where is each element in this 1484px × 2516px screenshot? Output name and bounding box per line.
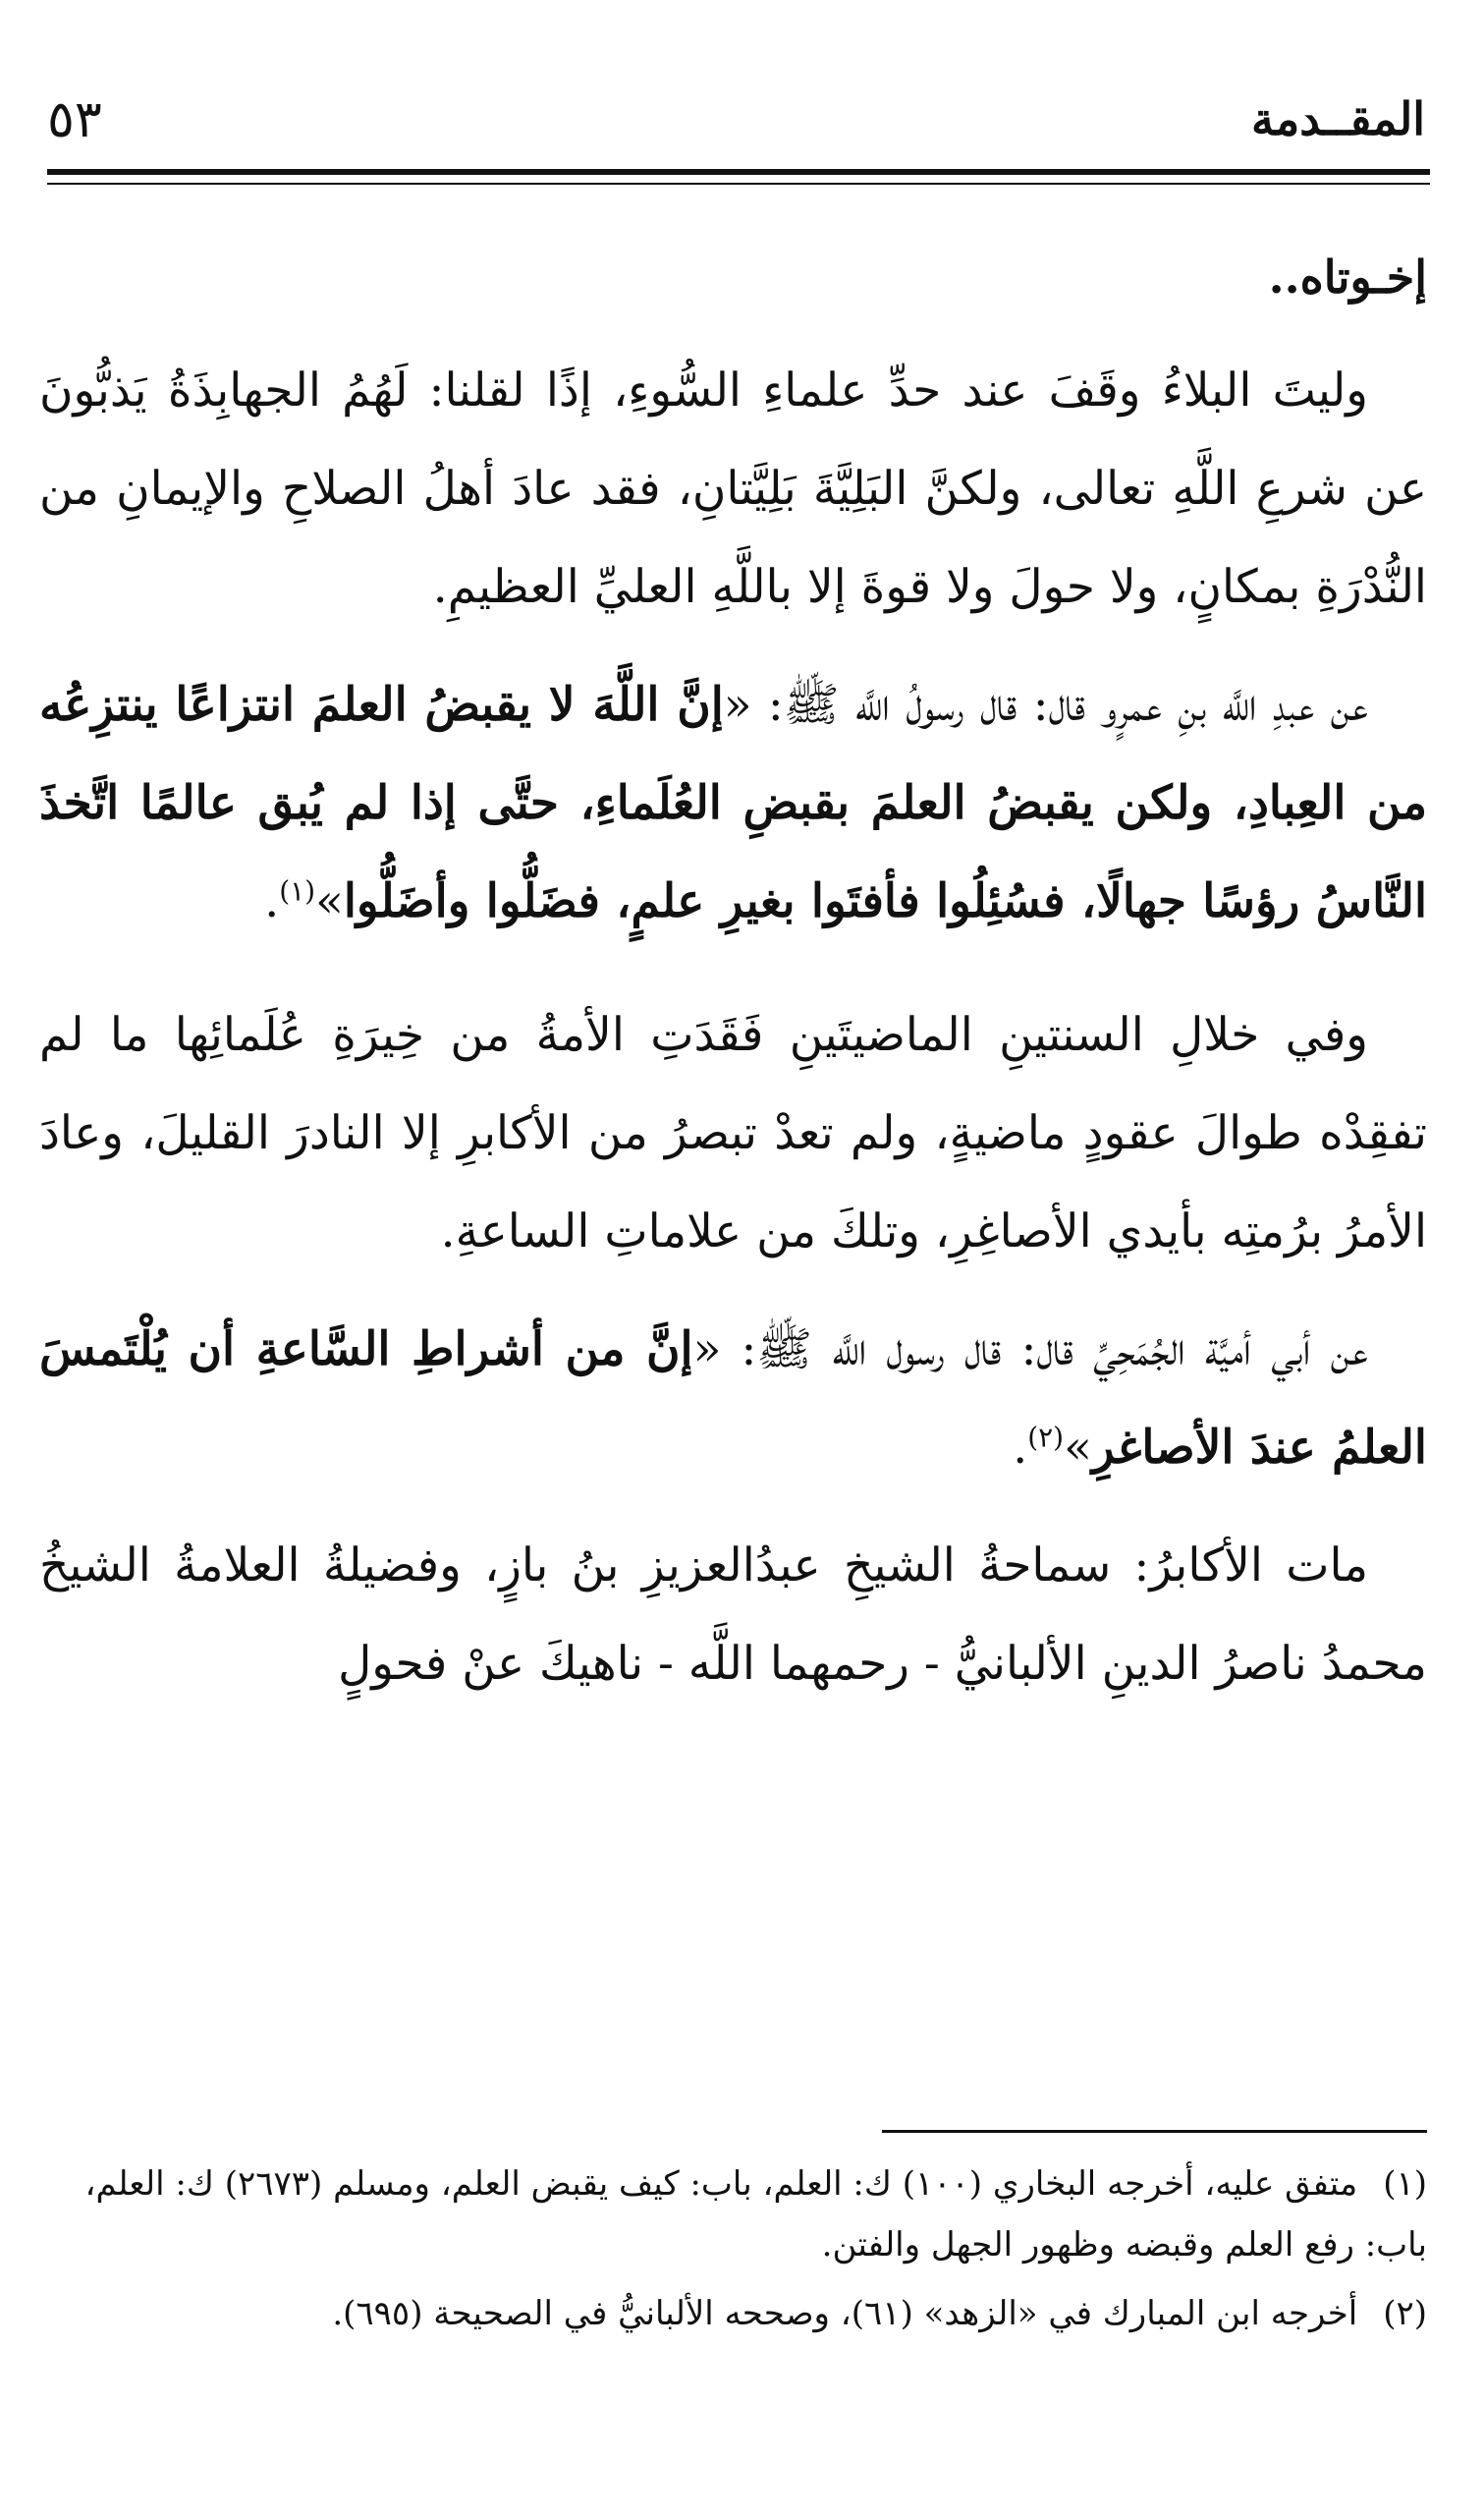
hadith-intro: عن أبي أميَّة الجُمَحِيِّ قال: قال رسول اللَّه ﷺ: « <box>692 1322 1368 1377</box>
section-heading: إخـوتاه.. <box>1268 251 1427 304</box>
paragraph-3: وفي خلالِ السنتينِ الماضيتَينِ فَقَدَتِ الأمةُ من خِيرَةِ عُلَمائِها ما لم تفقِدْه طوالَ عقودٍ ماضيةٍ، ولم تعدْ تبصرُ من الأكابرِ إلا النادرَ القليلَ، وعادَ الأمرُ برُمتِه بأيدي الأصاغِرِ، وتلكَ من علاماتِ الساعةِ. <box>39 1008 1427 1259</box>
footnote-text: أخرجه ابن المبارك في «الزهد» (٦١)، وصححه الألبانيُّ في الصحيحة (٦٩٥). <box>332 2294 1358 2333</box>
footnote-1 <box>39 2153 1427 2275</box>
footnote-number: (١) <box>1383 2164 1427 2204</box>
footnotes <box>39 2153 1427 2352</box>
footnote-number: (٢) <box>1383 2294 1427 2333</box>
hadith-end: . <box>1013 1421 1028 1476</box>
paragraph-4-hadith <box>39 1301 1427 1497</box>
hadith-end: . <box>264 874 280 929</box>
header-rule-thin <box>47 183 1430 185</box>
header-rule-thick <box>47 169 1430 175</box>
hadith-close-quote: » <box>1064 1421 1092 1476</box>
paragraph-2-hadith <box>39 656 1427 951</box>
footnote-2 <box>39 2283 1427 2344</box>
footnote-ref-2: (٢) <box>1027 1421 1065 1454</box>
page-number: ٥٣ <box>47 90 102 149</box>
hadith-text: إنَّ اللَّهَ لا يقبضُ العلمَ انتزاعًا ينتزِعُه من العِبادِ، ولكن يقبضُ العلمَ بقبضِ العُلَماءِ، حتَّى إذا لم يُبق عالمًا اتَّخذَ النَّاسُ رؤسًا جهالًا، فسُئِلُوا فأفتَوا بغيرِ علمٍ، فضَلُّوا وأضَلُّوا <box>39 678 1427 929</box>
hadith-text: إنَّ من أشراطِ السَّاعةِ أن يُلْتَمسَ العلمُ عندَ الأصاغرِ <box>39 1322 1427 1476</box>
hadith-close-quote: » <box>315 874 344 929</box>
paragraph-1: وليتَ البلاءُ وقَفَ عند حدِّ علماءِ السُّوءِ، إذًا لقلنا: لَهُمُ الجهابِذَةُ يَذبُّونَ عن شرعِ اللَّهِ تعالى، ولكنَّ البَلِيَّةَ بَلِيَّتانِ، فقد عادَ أهلُ الصلاحِ والإيمانِ من النُّدْرَةِ بمكانٍ، ولا حولَ ولا قوةَ إلا باللَّهِ العليِّ العظيمِ. <box>39 363 1427 615</box>
spacer <box>39 971 1427 986</box>
hadith-intro: عن عبدِ اللَّه بنِ عمرٍو قال: قال رسولُ اللَّه ﷺ: « <box>723 678 1368 733</box>
footnote-text: متفق عليه، أخرجه البخاري (١٠٠) ك: العلم، باب: كيف يقبض العلم، ومسلم (٢٦٧٣) ك: العلم، باب: رفع العلم وقبضه وظهور الجهل والفتن. <box>84 2164 1427 2264</box>
paragraph-5: مات الأكابرُ: سماحةُ الشيخِ عبدُالعزيزِ بنُ بازٍ، وفضيلةُ العلامةُ الشيخُ محمدُ ناصرُ الدينِ الألبانيُّ - رحمهما اللَّه - ناهيكَ عنْ فحولٍ <box>39 1538 1427 1692</box>
footnote-separator <box>882 2130 1427 2133</box>
running-header-title: المقــدمة <box>1250 92 1425 145</box>
footnote-ref-1: (١) <box>279 874 316 908</box>
main-text <box>39 246 1427 1733</box>
